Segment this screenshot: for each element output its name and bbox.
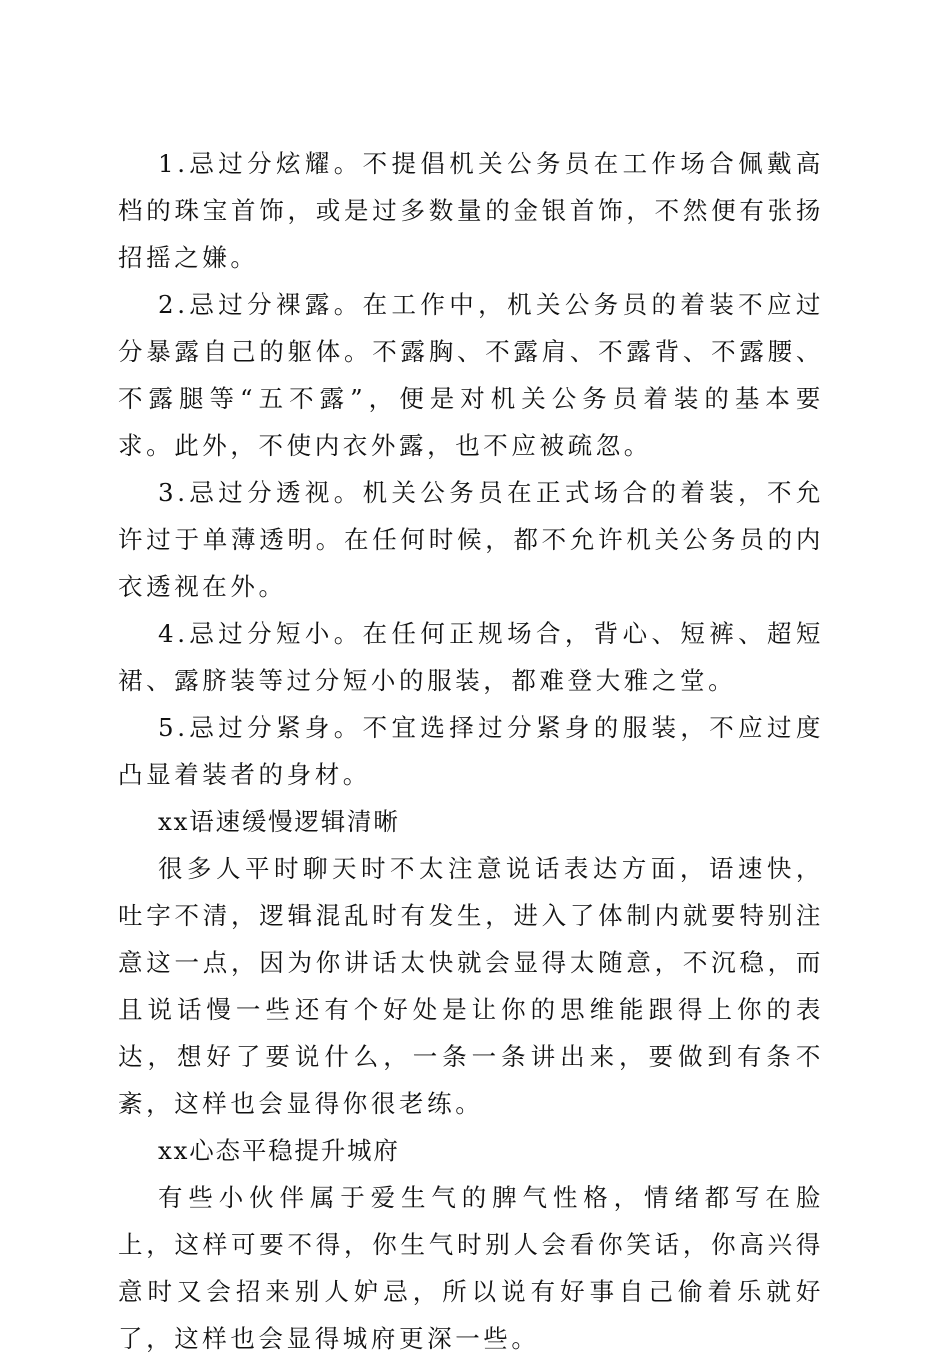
document-body <box>118 140 824 1362</box>
section-heading-mindset: xx心态平稳提升城府 <box>158 1136 400 1165</box>
section-heading-speech: xx语速缓慢逻辑清晰 <box>158 807 400 836</box>
item-1-paragraph: 1.忌过分炫耀。不提倡机关公务员在工作场合佩戴高档的珠宝首饰，或是过多数量的金银首饰，不然便有张扬招摇之嫌。 <box>118 149 824 272</box>
item-4-paragraph: 4.忌过分短小。在任何正规场合，背心、短裤、超短裙、露脐装等过分短小的服装，都难登大雅之堂。 <box>118 619 824 695</box>
item-5-paragraph: 5.忌过分紧身。不宜选择过分紧身的服装，不应过度凸显着装者的身材。 <box>118 713 824 789</box>
mindset-paragraph: 有些小伙伴属于爱生气的脾气性格，情绪都写在脸上，这样可要不得，你生气时别人会看你笑话，你高兴得意时又会招来别人妒忌，所以说有好事自己偷着乐就好了，这样也会显得城府更深一些。 <box>118 1183 824 1353</box>
speech-paragraph: 很多人平时聊天时不太注意说话表达方面，语速快，吐字不清，逻辑混乱时有发生，进入了体制内就要特别注意这一点，因为你讲话太快就会显得太随意，不沉稳，而且说话慢一些还有个好处是让你的思维能跟得上你的表达，想好了要说什么，一条一条讲出来，要做到有条不紊，这样也会显得你很老练。 <box>118 854 824 1118</box>
item-3-paragraph: 3.忌过分透视。机关公务员在正式场合的着装，不允许过于单薄透明。在任何时候，都不允许机关公务员的内衣透视在外。 <box>118 478 824 601</box>
item-2-paragraph: 2.忌过分裸露。在工作中，机关公务员的着装不应过分暴露自己的躯体。不露胸、不露肩、不露背、不露腰、不露腿等“五不露”，便是对机关公务员着装的基本要求。此外，不使内衣外露，也不应被疏忽。 <box>118 290 824 460</box>
